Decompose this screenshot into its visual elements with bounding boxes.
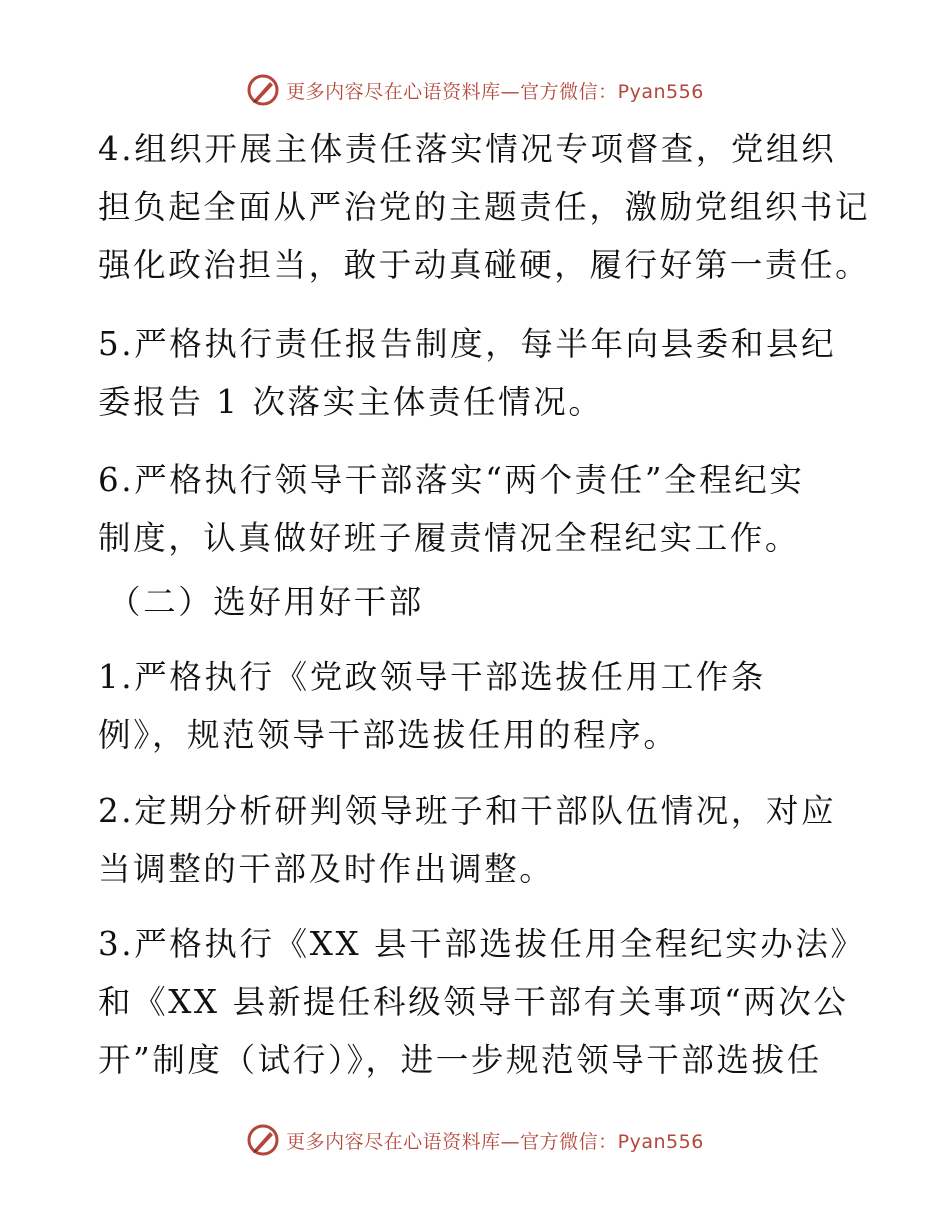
text-line: 4.组织开展主体责任落实情况专项督查，党组织	[98, 130, 837, 168]
text-line: 和《XX 县新提任科级领导干部有关事项“两次公	[98, 983, 849, 1021]
watermark-text: 更多内容尽在心语资料库—官方微信：Pyan556	[286, 1130, 704, 1153]
text-line: 2.定期分析研判领导班子和干部队伍情况，对应	[98, 792, 837, 830]
text-line: 委报告 1 次落实主体责任情况。	[98, 383, 604, 421]
paragraph-item-3	[98, 915, 866, 1089]
text-line: 5.严格执行责任报告制度，每半年向县委和县纪	[98, 325, 837, 363]
text-line: 6.严格执行领导干部落实“两个责任”全程纪实	[98, 461, 805, 499]
text-line: 例》，规范领导干部选拔任用的程序。	[98, 716, 679, 754]
paragraph-item-4	[98, 120, 871, 294]
text-line: 开”制度（试行）》，进一步规范领导干部选拔任	[98, 1041, 822, 1079]
watermark-text: 更多内容尽在心语资料库—官方微信：Pyan556	[286, 80, 704, 103]
paragraph-item-1	[98, 648, 858, 764]
text-line: 当调整的干部及时作出调整。	[98, 850, 555, 888]
paragraph-item-6	[98, 451, 858, 567]
text-line: 1.严格执行《党政领导干部选拔任用工作条	[98, 658, 767, 696]
section-heading	[108, 573, 868, 631]
paragraph-item-2	[98, 782, 858, 898]
text-line: 3.严格执行《XX 县干部选拔任用全程纪实办法》	[98, 925, 866, 963]
watermark-footer	[0, 1122, 950, 1158]
text-line: 担负起全面从严治党的主题责任，激励党组织书记	[98, 188, 871, 226]
text-line: 制度，认真做好班子履责情况全程纪实工作。	[98, 519, 801, 557]
paragraph-item-5	[98, 315, 858, 431]
text-line: （二）选好用好干部	[108, 583, 424, 621]
watermark-header	[0, 72, 950, 108]
text-line: 强化政治担当，敢于动真碰硬，履行好第一责任。	[98, 246, 871, 284]
pen-logo-icon	[246, 1123, 280, 1157]
pen-logo-icon	[246, 73, 280, 107]
